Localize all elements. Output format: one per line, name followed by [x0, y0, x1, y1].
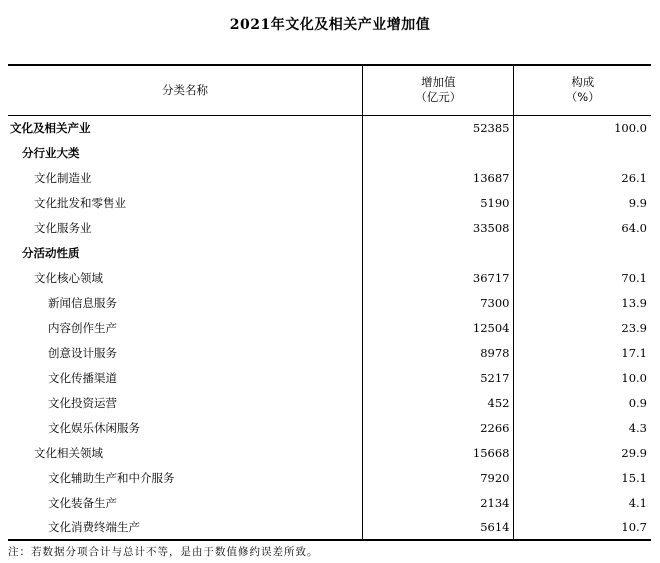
table-row [8, 215, 651, 240]
row-value: 2134 [363, 490, 514, 515]
header-share [514, 65, 651, 115]
row-name: 文化及相关产业 [10, 120, 91, 135]
row-value: 52385 [363, 115, 514, 140]
table-row [8, 490, 651, 515]
header-share-unit: （%） [565, 90, 600, 105]
row-name: 分活动性质 [22, 245, 80, 260]
header-share-label: 构成 [571, 75, 595, 90]
row-name: 文化装备生产 [48, 495, 117, 510]
row-share: 10.0 [514, 365, 651, 390]
table-row [8, 265, 651, 290]
row-value [363, 240, 514, 265]
row-value: 15668 [363, 440, 514, 465]
row-name: 文化核心领域 [34, 270, 103, 285]
header-value-label: 增加值 [421, 75, 456, 90]
table-row [8, 465, 651, 490]
row-name: 文化辅助生产和中介服务 [48, 470, 175, 485]
table-row [8, 240, 651, 265]
header-value-unit: （亿元） [415, 90, 462, 105]
row-share: 17.1 [514, 340, 651, 365]
table-row [8, 115, 651, 140]
row-share: 29.9 [514, 440, 651, 465]
data-table [8, 64, 651, 541]
table-row [8, 190, 651, 215]
row-share: 70.1 [514, 265, 651, 290]
row-value: 13687 [363, 165, 514, 190]
table-row [8, 340, 651, 365]
table-row [8, 515, 651, 540]
table-row [8, 415, 651, 440]
row-value [363, 140, 514, 165]
row-value: 5614 [363, 515, 514, 540]
table-header-row [8, 65, 651, 115]
table-row [8, 315, 651, 340]
row-share [514, 140, 651, 165]
footnote: 注：若数据分项合计与总计不等，是由于数值修约误差所致。 [8, 546, 319, 558]
row-name: 内容创作生产 [48, 320, 117, 335]
row-share: 4.1 [514, 490, 651, 515]
row-value: 452 [363, 390, 514, 415]
row-value: 5190 [363, 190, 514, 215]
table-row [8, 140, 651, 165]
row-share: 26.1 [514, 165, 651, 190]
row-value: 7300 [363, 290, 514, 315]
row-share: 100.0 [514, 115, 651, 140]
table-row [8, 440, 651, 465]
row-name: 文化娱乐休闲服务 [48, 420, 140, 435]
row-share: 64.0 [514, 215, 651, 240]
row-name: 文化消费终端生产 [8, 515, 363, 540]
table-row [8, 390, 651, 415]
row-share: 13.9 [514, 290, 651, 315]
row-value: 12504 [363, 315, 514, 340]
row-value: 5217 [363, 365, 514, 390]
row-share: 9.9 [514, 190, 651, 215]
row-name: 分行业大类 [22, 145, 80, 160]
row-share [514, 240, 651, 265]
row-value: 2266 [363, 415, 514, 440]
row-name: 新闻信息服务 [48, 295, 117, 310]
table-row [8, 290, 651, 315]
row-name: 文化批发和零售业 [34, 195, 126, 210]
page-title: 2021年文化及相关产业增加值 [229, 17, 431, 33]
header-category: 分类名称 [8, 65, 363, 115]
row-name: 文化投资运营 [48, 395, 117, 410]
table-row [8, 365, 651, 390]
row-name: 文化制造业 [34, 170, 92, 185]
row-share: 0.9 [514, 390, 651, 415]
table-row [8, 165, 651, 190]
row-value: 33508 [363, 215, 514, 240]
row-share: 4.3 [514, 415, 651, 440]
row-share: 23.9 [514, 315, 651, 340]
row-name: 文化相关领域 [34, 445, 103, 460]
row-name: 创意设计服务 [48, 345, 117, 360]
row-share: 10.7 [514, 515, 651, 540]
row-name: 文化服务业 [34, 220, 92, 235]
row-share: 15.1 [514, 465, 651, 490]
row-name: 文化传播渠道 [48, 370, 117, 385]
header-value [363, 65, 514, 115]
row-value: 36717 [363, 265, 514, 290]
row-value: 8978 [363, 340, 514, 365]
row-value: 7920 [363, 465, 514, 490]
